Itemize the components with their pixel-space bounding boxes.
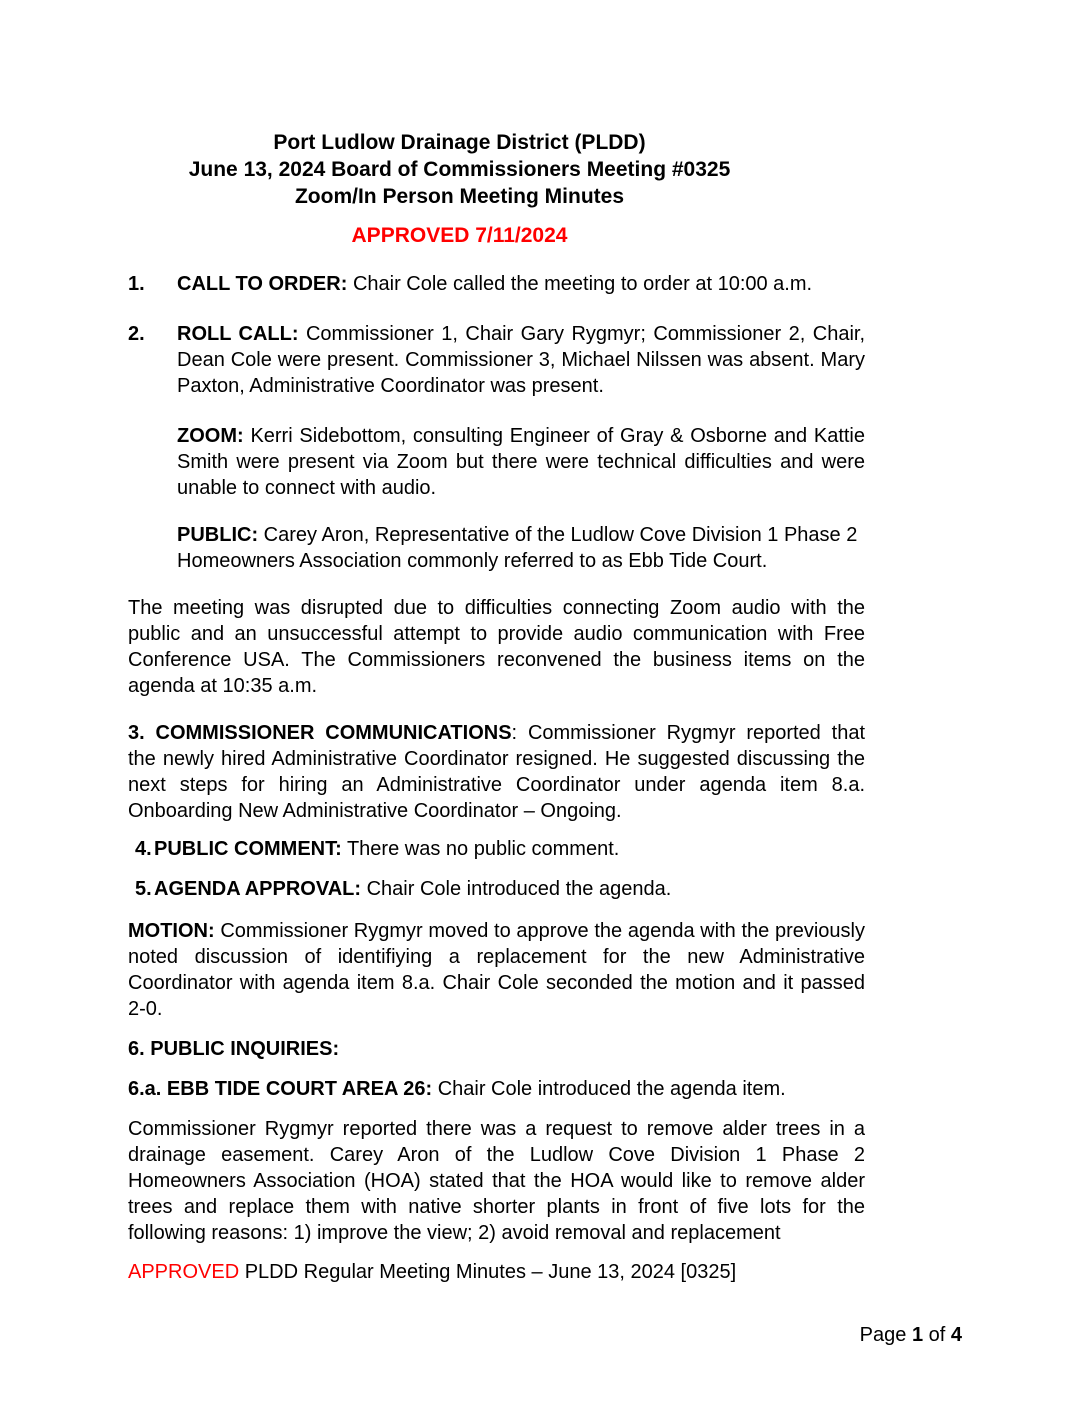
item-4-text: There was no public comment. — [346, 838, 620, 860]
item-2-label: ROLL CALL: — [177, 323, 299, 345]
footer-text: PLDD Regular Meeting Minutes – June 13, 2024 [0325] — [244, 1261, 737, 1283]
section-agenda-approval — [128, 876, 865, 902]
page-number — [860, 1322, 962, 1348]
page-total-value: 4 — [950, 1324, 962, 1346]
section-public-inquiries — [128, 1036, 865, 1062]
item-1-number: 1. — [128, 273, 145, 295]
section-public-comment — [128, 836, 865, 862]
item-1-label: CALL TO ORDER: — [177, 273, 348, 295]
public-label: PUBLIC: — [177, 524, 259, 546]
item-5-number: 5. — [135, 878, 152, 900]
item-6a-text: Chair Cole introduced the agenda item. — [437, 1078, 786, 1100]
section-ebb-tide-court — [128, 1076, 865, 1102]
motion-label: MOTION: — [128, 920, 215, 942]
paragraph-zoom-attendees — [177, 423, 865, 501]
item-4-label: PUBLIC COMMENT: — [154, 838, 342, 860]
footer-approved-label: APPROVED — [128, 1261, 240, 1283]
title-line-2: June 13, 2024 Board of Commissioners Meeting #0325 — [188, 158, 731, 181]
paragraph-meeting-disruption — [128, 595, 865, 699]
zoom-label: ZOOM: — [177, 425, 244, 447]
item-1-text: Chair Cole called the meeting to order at 10:00 a.m. — [352, 273, 813, 295]
footer-approval-line — [128, 1259, 865, 1285]
item-6-label: 6. PUBLIC INQUIRIES: — [128, 1038, 340, 1060]
paragraph-public-attendees — [177, 522, 865, 574]
closing-text: Commissioner Rygmyr reported there was a request to remove alder trees in a drainage easement. Carey Aron of the Ludlow Cove Division 1 Phase 2 Homeowners Association (HOA) stated that the HOA would like to remove alder trees and replace them with native shorter plants in front of five lots for the following reasons: 1) improve the view; 2) avoid removal and replacement — [128, 1118, 865, 1244]
public-text: Carey Aron, Representative of the Ludlow Cove Division 1 Phase 2 Homeowners Association commonly referred to as Ebb Tide Court. — [177, 524, 858, 572]
of-word: of — [928, 1324, 946, 1346]
section-commissioner-communications — [128, 720, 865, 824]
document-title — [128, 129, 791, 210]
item-2-number: 2. — [128, 323, 145, 345]
item-4-number: 4. — [135, 838, 152, 860]
section-roll-call — [128, 321, 865, 399]
item-5-text: Chair Cole introduced the agenda. — [366, 878, 672, 900]
item-6a-label: 6.a. EBB TIDE COURT AREA 26: — [128, 1078, 433, 1100]
item-2-text: Commissioner 1, Chair Gary Rygmyr; Commissioner 2, Chair, Dean Cole were present. Commissioner 3, Michael Nilssen was absent. Mary Paxton, Administrative Coordinator was present. — [177, 323, 865, 397]
item-5-label: AGENDA APPROVAL: — [154, 878, 362, 900]
title-line-3: Zoom/In Person Meeting Minutes — [294, 185, 625, 208]
page-number-value: 1 — [911, 1324, 924, 1346]
disruption-text: The meeting was disrupted due to difficulties connecting Zoom audio with the public and an unsuccessful attempt to provide audio communication with Free Conference USA. The Commissioners reconvened the business items on the agenda at 10:35 a.m. — [128, 597, 865, 697]
zoom-text: Kerri Sidebottom, consulting Engineer of Gray & Osborne and Kattie Smith were present via Zoom but there were technical difficulties and were unable to connect with audio. — [177, 425, 865, 499]
item-3-text: : Commissioner Rygmyr reported that the newly hired Administrative Coordinator resigned. He suggested discussing the next steps for hiring an Administrative Coordinator under agenda item 8.a. Onboarding New Administrative Coordinator – Ongoing. — [128, 722, 866, 822]
title-line-1: Port Ludlow Drainage District (PLDD) — [273, 131, 646, 154]
paragraph-motion — [128, 918, 865, 1022]
page-word: Page — [859, 1324, 907, 1346]
paragraph-alder-trees — [128, 1116, 865, 1246]
item-3-label: 3. COMMISSIONER COMMUNICATIONS — [128, 722, 512, 744]
section-call-to-order — [128, 271, 865, 297]
motion-text: Commissioner Rygmyr moved to approve the agenda with the previously noted discussion of identifiying a replacement for the new Administrative Coordinator with agenda item 8.a. Chair Cole seconded the motion and it passed 2-0. — [128, 920, 865, 1020]
approval-stamp: APPROVED 7/11/2024 — [351, 224, 568, 247]
